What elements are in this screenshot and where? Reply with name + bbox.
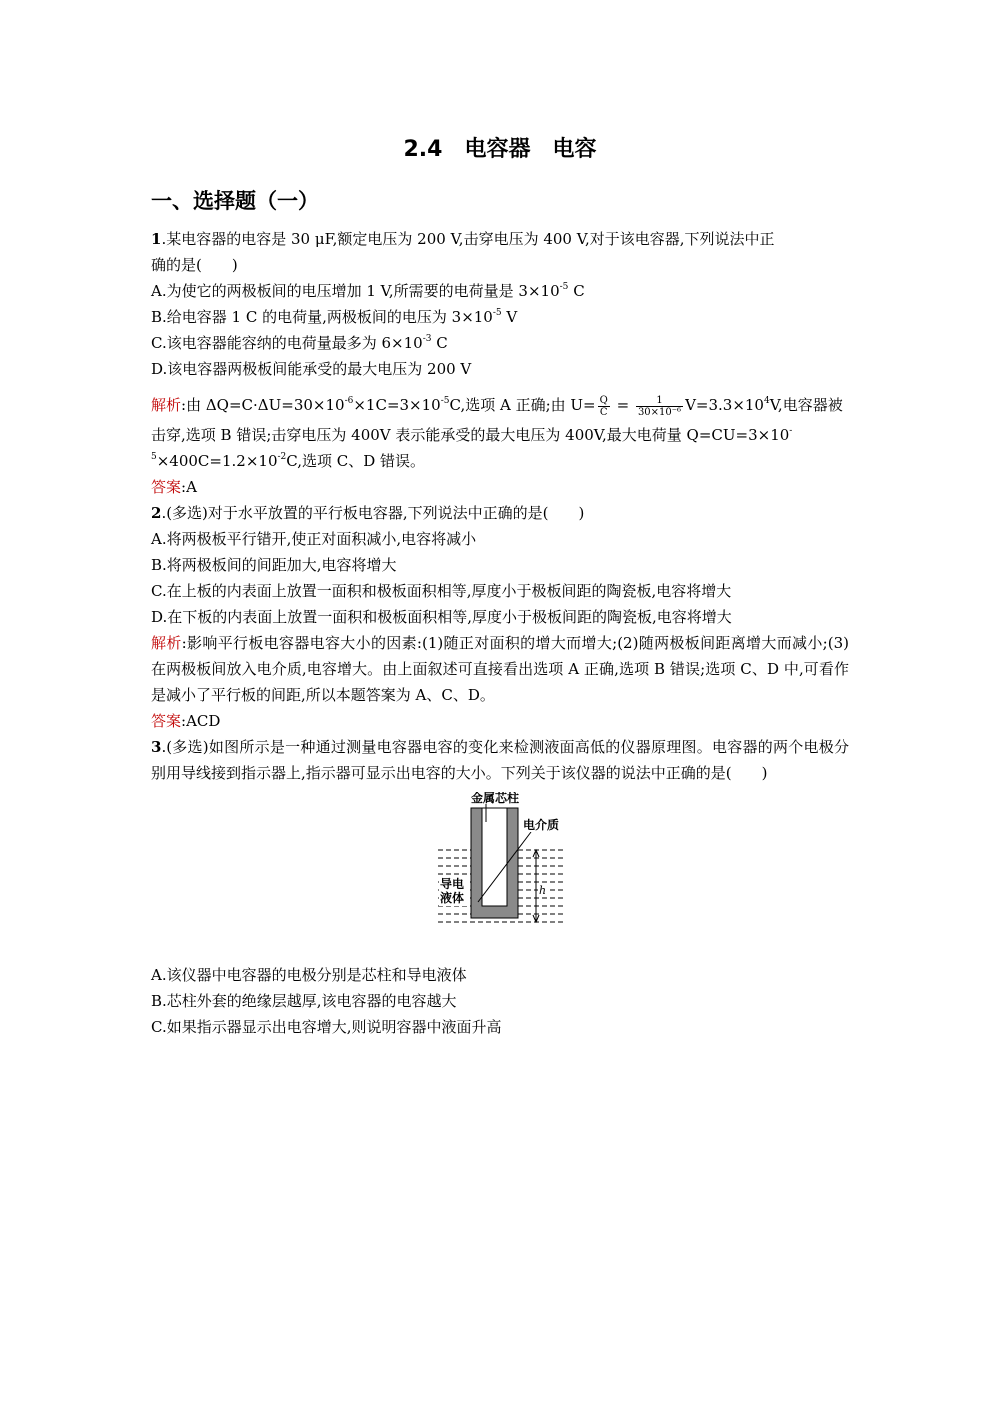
fraction: $\frac{1}{\text{30×10⁻⁶}}$ (637, 394, 682, 418)
analysis-label: 解析 (151, 396, 182, 414)
answer: 答案:ACD (151, 712, 221, 730)
option-d: D.在下板的内表面上放置一面积和极板面积相等,厚度小于极板间距的陶瓷板,电容将增大 (151, 608, 732, 626)
analysis: 解析:由 $\Delta Q=C\cdot\Delta U=30\times 10^{-6}\times 1C=3\times 10^{-5}C$,选项 A 正确;由 U= $\frac{Q}{C}$ = $\frac{1}{\text{30×10⁻⁶}}$ $V=3.3\times 10^4V$,电容器被 (151, 394, 843, 418)
answer-label: 答案 (151, 712, 182, 730)
analysis-cont: $^5\times 400C=1.2\times 10^{-2}C$,选项 C、D 错误。 (151, 452, 426, 470)
question-number: 3 (151, 738, 162, 756)
question-number: 1 (151, 230, 162, 248)
analysis-cont: 击穿,选项 B 错误;击穿电压为 400V 表示能承受的最大电压为 400V,最大电荷量 Q=CU=3×10- (151, 426, 793, 444)
question-1 (151, 226, 849, 500)
page-title: 2.4 电容器 电容 (403, 137, 597, 162)
capacitor-diagram-svg (436, 792, 566, 942)
question-3 (151, 734, 849, 1040)
option-b: B.给电容器 1 C 的电荷量,两极板间的电压为 $3\times 10^{-5}$ V (151, 308, 518, 326)
label-conductive-liquid-2: 液体 (440, 891, 465, 905)
question-stem: 1.某电容器的电容是 30 μF,额定电压为 200 V,击穿电压为 400 V,对于该电容器,下列说法中正 (151, 230, 775, 248)
option-c: C.该电容器能容纳的电荷量最多为 $6\times 10^{-3}$ C (151, 334, 448, 352)
answer-label: 答案 (151, 478, 182, 496)
option-b: B.芯柱外套的绝缘层越厚,该电容器的电容越大 (151, 992, 457, 1010)
label-height: h (539, 884, 547, 897)
fraction: $\frac{Q}{C}$ (599, 394, 608, 418)
question-2 (151, 500, 849, 734)
option-d: D.该电容器两极板间能承受的最大电压为 200 V (151, 360, 472, 378)
label-conductive-liquid-1: 导电 (440, 877, 465, 891)
label-dielectric: 电介质 (523, 818, 560, 832)
question-number: 2 (151, 504, 162, 522)
analysis: 解析:影响平行板电容器电容大小的因素:(1)随正对面积的增大而增大;(2)随两极板间距离增大而减小;(3)在两极板间放入电介质,电容增大。由上面叙述可直接看出选项 A 正确,选项 B 错误;选项 C、D 中,可看作是减小了平行板的间距,所以本题答案为 A、C、D。 (151, 634, 849, 704)
question-stem: 3.(多选)如图所示是一种通过测量电容器电容的变化来检测液面高低的仪器原理图。电容器的两个电极分别用导线接到指示器上,指示器可显示出电容的大小。下列关于该仪器的说法中正确的是( ) (151, 738, 849, 782)
option-b: B.将两极板间的间距加大,电容将增大 (151, 556, 397, 574)
option-c: C.如果指示器显示出电容增大,则说明容器中液面升高 (151, 1018, 502, 1036)
section-heading: 一、选择题（一） (151, 189, 319, 213)
capacitor-diagram (151, 786, 849, 962)
answer: 答案:A (151, 478, 197, 496)
option-a: A.为使它的两极板间的电压增加 1 V,所需要的电荷量是 $3\times 10^{-5}$ C (151, 282, 585, 300)
option-a: A.将两极板平行错开,使正对面积减小,电容将减小 (151, 530, 477, 548)
content (151, 226, 849, 1040)
option-a: A.该仪器中电容器的电极分别是芯柱和导电液体 (151, 966, 467, 984)
analysis-label: 解析 (151, 634, 182, 652)
label-metal-core: 金属芯柱 (471, 792, 520, 805)
question-stem: 2.(多选)对于水平放置的平行板电容器,下列说法中正确的是( ) (151, 504, 585, 522)
option-c: C.在上板的内表面上放置一面积和极板面积相等,厚度小于极板间距的陶瓷板,电容将增大 (151, 582, 732, 600)
question-stem-cont: 确的是( ) (151, 256, 238, 274)
